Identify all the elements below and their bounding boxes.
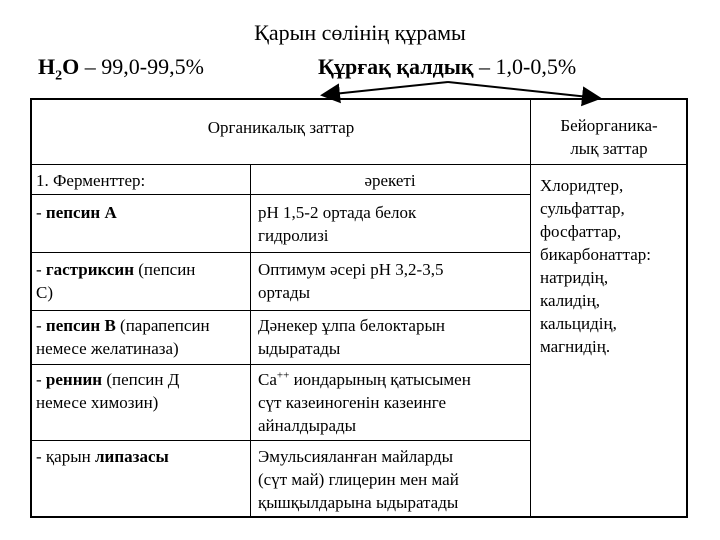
enzyme-pepsin-a: - пепсин А bbox=[36, 203, 117, 222]
enzyme-rennin: - реннин (пепсин Д немесе химозин) bbox=[36, 370, 180, 412]
action-rennin: Са++ иондарының қатысымен сүт казеиногенін казеинге айналдырады bbox=[258, 369, 471, 435]
enzyme-gastricsin: - гастриксин (пепсин С) bbox=[36, 260, 196, 302]
action-pepsin-b: Дәнекер ұлпа белоктарын ыдыратады bbox=[258, 316, 445, 358]
divider-enzyme-action bbox=[250, 164, 251, 516]
dry-residue: Құрғақ қалдық – 1,0-0,5% bbox=[318, 54, 577, 79]
water-content: $H_2O - 99,0-99,5\%$ bbox=[38, 54, 204, 84]
arrow-left bbox=[324, 82, 448, 95]
enzyme-gastric-lipase: - қарын липазасы bbox=[36, 447, 169, 466]
page-title: Қарын сөлінің құрамы bbox=[254, 20, 466, 45]
inorganic-list: Хлоридтер, сульфаттар, фосфаттар, бикарбонаттар: натридің, калидің, кальцидің, магнидің. bbox=[540, 176, 651, 356]
header-action: әрекеті bbox=[364, 171, 416, 190]
header-organic: Органикалық заттар bbox=[207, 118, 355, 137]
header-inorganic: Бейорганика- лық заттар bbox=[560, 116, 658, 158]
divider-organic-inorganic bbox=[530, 100, 531, 516]
action-gastricsin: Оптимум әсері рН 3,2-3,5 ортады bbox=[258, 260, 444, 302]
header-enzymes: 1. Ферменттер: bbox=[36, 171, 146, 190]
composition-table bbox=[30, 98, 688, 518]
arrow-right bbox=[448, 82, 598, 98]
enzyme-pepsin-b: - пепсин В (парапепсин немесе желатиназа) bbox=[36, 316, 210, 358]
action-gastric-lipase: Эмульсияланған майларды (сүт май) глицерин мен май қышқылдарына ыдыратады bbox=[258, 447, 459, 512]
action-pepsin-a: рН 1,5-2 ортада белок гидролизі bbox=[258, 203, 417, 245]
